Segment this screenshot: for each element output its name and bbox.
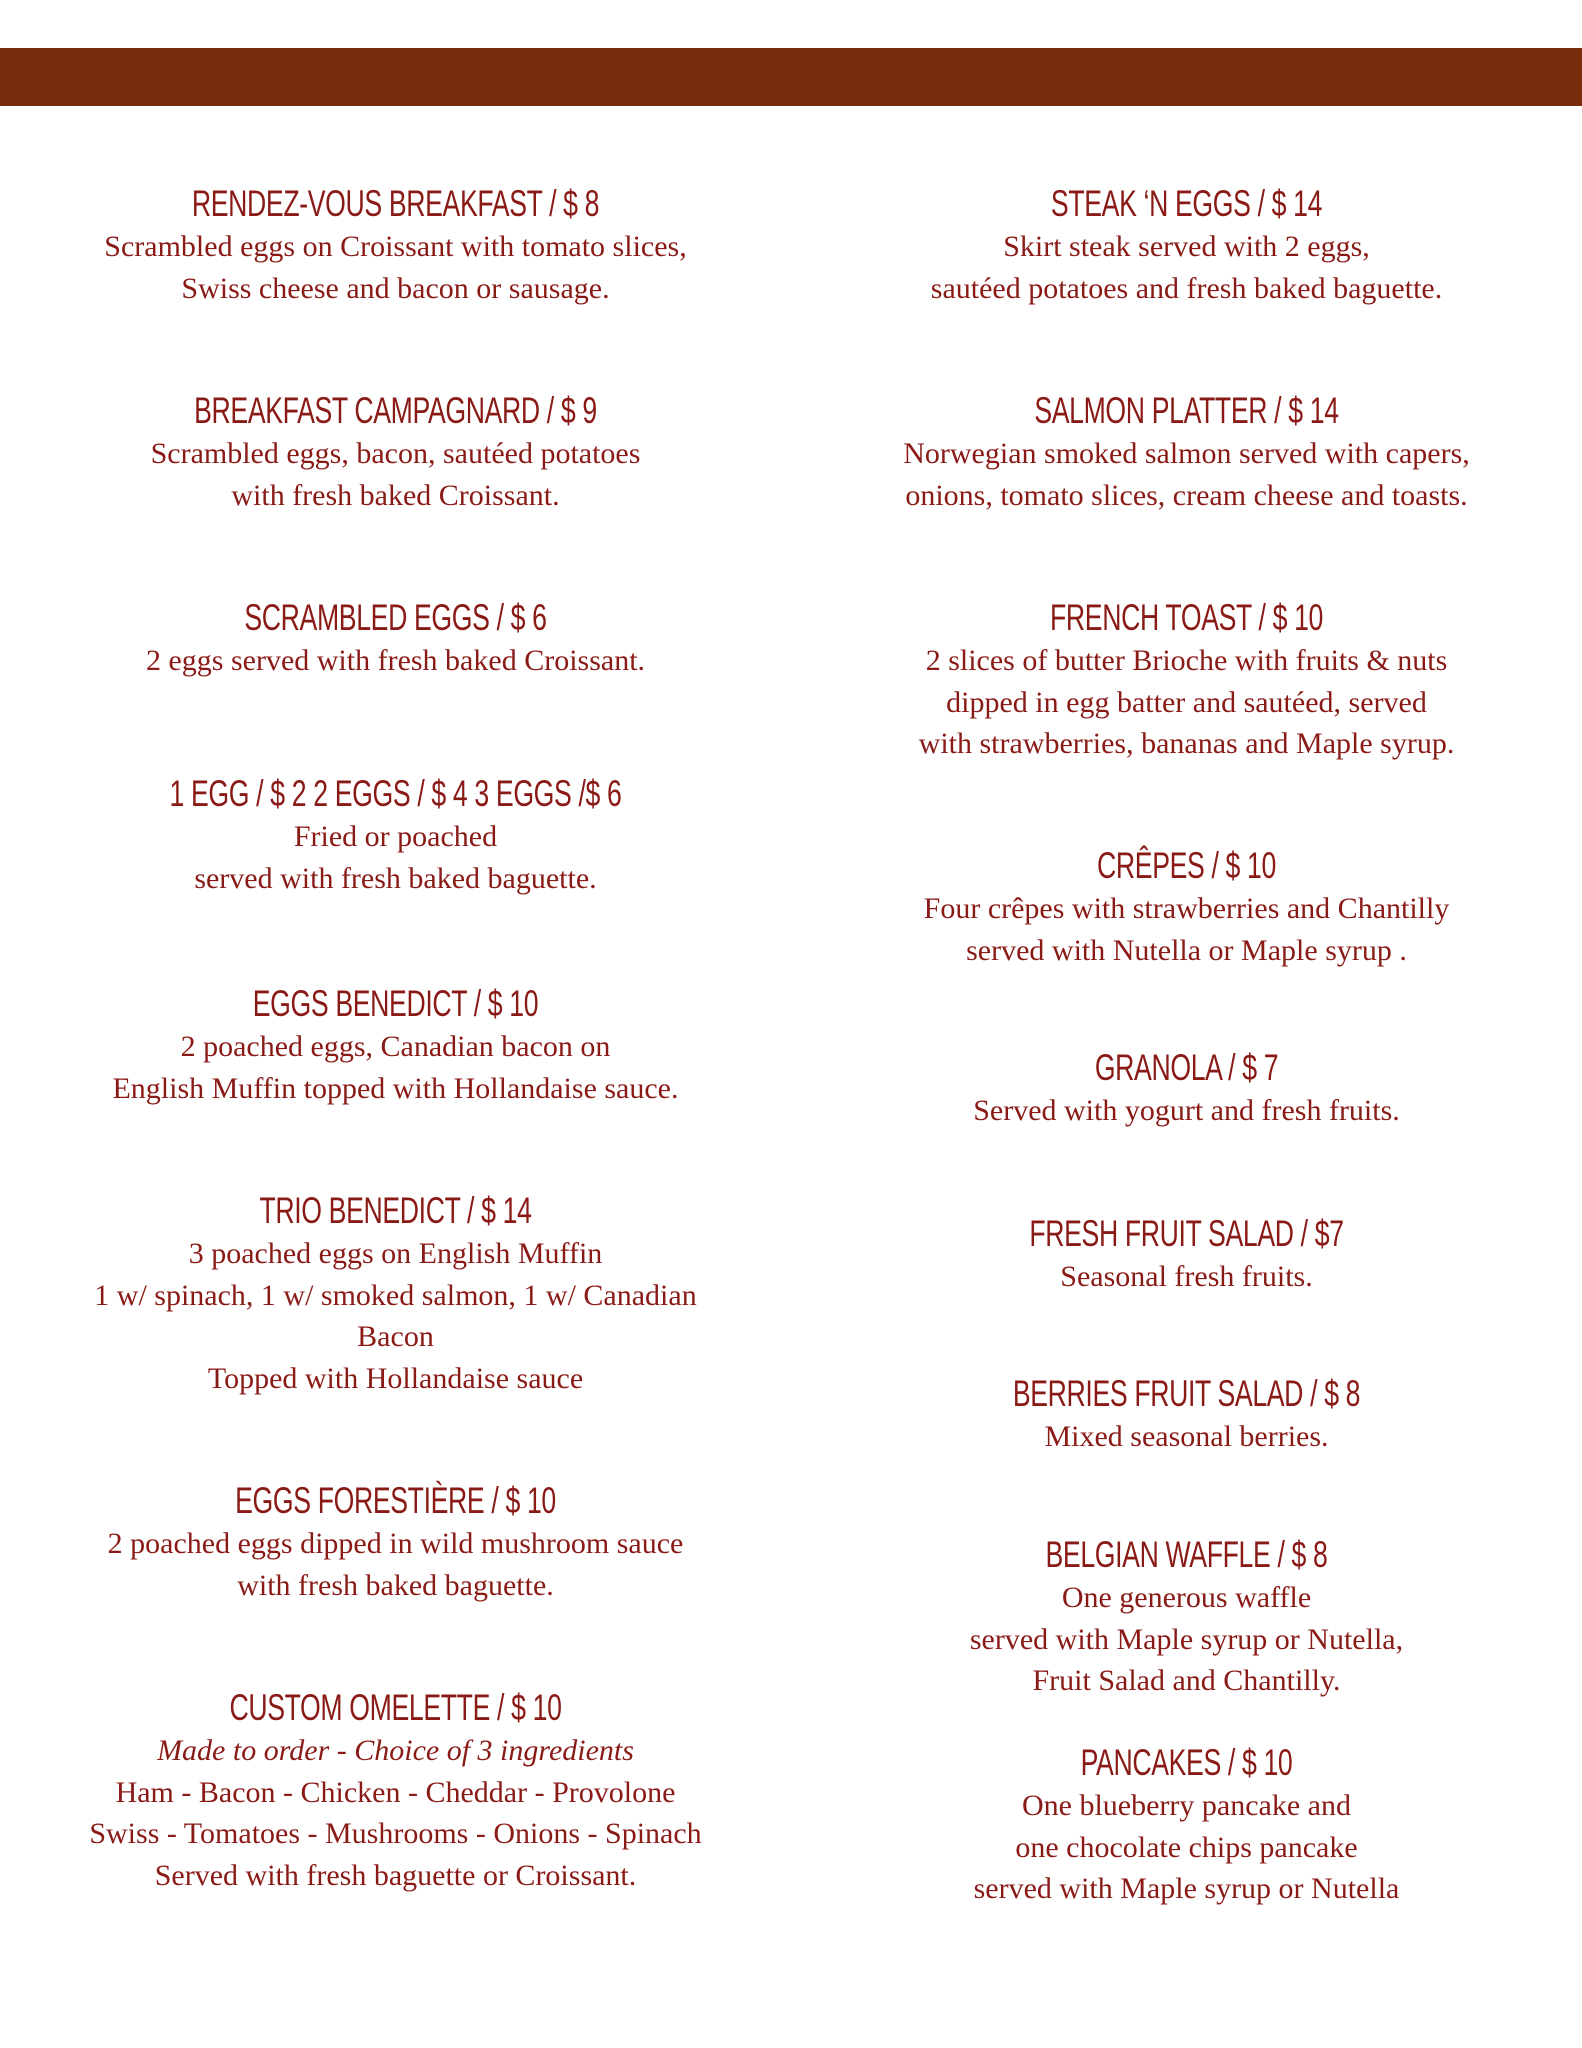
menu-item-description	[791, 888, 1582, 971]
menu-item-description	[791, 640, 1582, 765]
description-line: Fried or poached	[293, 820, 498, 853]
description-line: Swiss - Tomatoes - Mushrooms - Onions - Spinach	[89, 1817, 702, 1850]
menu-item-description	[791, 226, 1582, 309]
description-line: 1 w/ spinach, 1 w/ smoked salmon, 1 w/ Canadian	[94, 1278, 697, 1312]
menu-item-berries-fruit-salad	[791, 1372, 1582, 1458]
description-line: Served with fresh baguette or Croissant.	[154, 1858, 637, 1892]
description-line: Seasonal fresh fruits.	[1060, 1260, 1313, 1293]
description-line: with fresh baked Croissant.	[231, 478, 560, 512]
menu-item-title: CRÊPES / $ 10	[1097, 845, 1276, 886]
menu-item-description	[791, 1785, 1582, 1910]
menu-item-description	[791, 1577, 1582, 1702]
menu-item-salmon-platter	[791, 389, 1582, 516]
description-line: 2 eggs served with fresh baked Croissant.	[145, 644, 646, 677]
menu-item-title: GRANOLA / $ 7	[1094, 1047, 1279, 1088]
description-line: sautéed potatoes and fresh baked baguette.	[930, 271, 1443, 305]
menu-item-scrambled-eggs	[0, 596, 791, 682]
description-line: 2 poached eggs dipped in wild mushroom sauce	[107, 1527, 684, 1560]
description-line: 3 poached eggs on English Muffin	[188, 1237, 603, 1270]
description-line: One generous waffle	[1061, 1581, 1312, 1614]
description-line: served with Maple syrup or Nutella,	[969, 1622, 1404, 1656]
menu-item-title: TRIO BENEDICT / $ 14	[259, 1190, 532, 1231]
description-line: served with fresh baked baguette.	[194, 861, 597, 895]
description-line: 2 poached eggs, Canadian bacon on	[180, 1030, 611, 1063]
menu-item-title: 1 EGG / $ 2 2 EGGS / $ 4 3 EGGS /$ 6	[169, 773, 622, 814]
menu-item-eggs-benedict	[0, 982, 791, 1109]
menu-item-steak-n-eggs	[791, 182, 1582, 309]
menu-item-custom-omelette	[0, 1686, 791, 1896]
description-line: One blueberry pancake and	[1021, 1789, 1351, 1822]
menu-item-title: RENDEZ-VOUS BREAKFAST / $ 8	[191, 183, 600, 224]
menu-item-belgian-waffle	[791, 1533, 1582, 1702]
description-line: Served with yogurt and fresh fruits.	[973, 1094, 1400, 1127]
menu-item-description	[0, 433, 791, 516]
menu-item-title: BELGIAN WAFFLE / $ 8	[1045, 1534, 1328, 1575]
menu-item-description	[0, 640, 791, 682]
menu-item-title: EGGS FORESTIÈRE / $ 10	[235, 1480, 556, 1521]
description-line: Swiss cheese and bacon or sausage.	[181, 271, 610, 305]
menu-item-title: BREAKFAST CAMPAGNARD / $ 9	[194, 390, 597, 431]
menu-item-title: SCRAMBLED EGGS / $ 6	[244, 597, 547, 638]
menu-item-description	[791, 1090, 1582, 1132]
description-line: Skirt steak served with 2 eggs,	[1003, 230, 1370, 263]
menu-item-description	[0, 816, 791, 899]
description-line: served with Nutella or Maple syrup .	[966, 933, 1407, 967]
menu-item-granola	[791, 1046, 1582, 1132]
description-line: served with Maple syrup or Nutella	[973, 1872, 1400, 1905]
menu-item-breakfast-campagnard	[0, 389, 791, 516]
description-line: Scrambled eggs on Croissant with tomato slices,	[104, 230, 687, 263]
menu-item-title: FRENCH TOAST / $ 10	[1050, 597, 1323, 638]
description-line: one chocolate chips pancake	[1015, 1830, 1358, 1864]
menu-item-rendez-vous-breakfast	[0, 182, 791, 309]
menu-item-title: EGGS BENEDICT / $ 10	[252, 983, 539, 1024]
menu-item-description	[0, 1730, 791, 1896]
menu-item-title: STEAK ‘N EGGS / $ 14	[1050, 183, 1323, 224]
description-line: with strawberries, bananas and Maple syrup.	[918, 727, 1455, 760]
description-line: Bacon	[357, 1320, 434, 1353]
description-line: 2 slices of butter Brioche with fruits & nuts	[925, 644, 1448, 677]
description-line: with fresh baked baguette.	[237, 1568, 554, 1602]
description-line: Norwegian smoked salmon served with capers,	[903, 437, 1470, 470]
menu-item-fresh-fruit-salad	[791, 1212, 1582, 1298]
description-italic-line: Made to order - Choice of 3 ingredients	[157, 1734, 634, 1767]
description-line: Ham - Bacon - Chicken - Cheddar - Provolone	[115, 1775, 676, 1809]
menu-item-description	[791, 1416, 1582, 1458]
description-line: English Muffin topped with Hollandaise sauce.	[112, 1071, 679, 1105]
menu-item-title: PANCAKES / $ 10	[1080, 1742, 1293, 1783]
description-line: Topped with Hollandaise sauce	[207, 1361, 584, 1395]
menu-item-title: SALMON PLATTER / $ 14	[1034, 390, 1339, 431]
menu-item-description	[0, 1523, 791, 1606]
menu-item-french-toast	[791, 596, 1582, 765]
description-line: dipped in egg batter and sautéed, served	[946, 685, 1427, 719]
menu-item-title: FRESH FRUIT SALAD / $7	[1029, 1213, 1344, 1254]
description-line: Fruit Salad and Chantilly.	[1032, 1664, 1341, 1697]
menu-item-description	[0, 1026, 791, 1109]
menu-item-description	[791, 433, 1582, 516]
menu-column-right	[791, 0, 1582, 2048]
description-line: onions, tomato slices, cream cheese and toasts.	[905, 478, 1468, 512]
description-line: Four crêpes with strawberries and Chantilly	[923, 892, 1450, 925]
menu-item-description	[0, 1233, 791, 1399]
menu-item-eggs-any-style	[0, 772, 791, 899]
description-line: Mixed seasonal berries.	[1044, 1420, 1329, 1453]
menu-item-description	[791, 1256, 1582, 1298]
menu-item-description	[0, 226, 791, 309]
description-line: Scrambled eggs, bacon, sautéed potatoes	[150, 437, 641, 470]
menu-item-crepes	[791, 844, 1582, 971]
menu-item-trio-benedict	[0, 1189, 791, 1399]
menu-item-title: BERRIES FRUIT SALAD / $ 8	[1012, 1373, 1361, 1414]
menu-item-eggs-forestiere	[0, 1479, 791, 1606]
menu-item-title: CUSTOM OMELETTE / $ 10	[229, 1687, 562, 1728]
menu-item-pancakes	[791, 1741, 1582, 1910]
